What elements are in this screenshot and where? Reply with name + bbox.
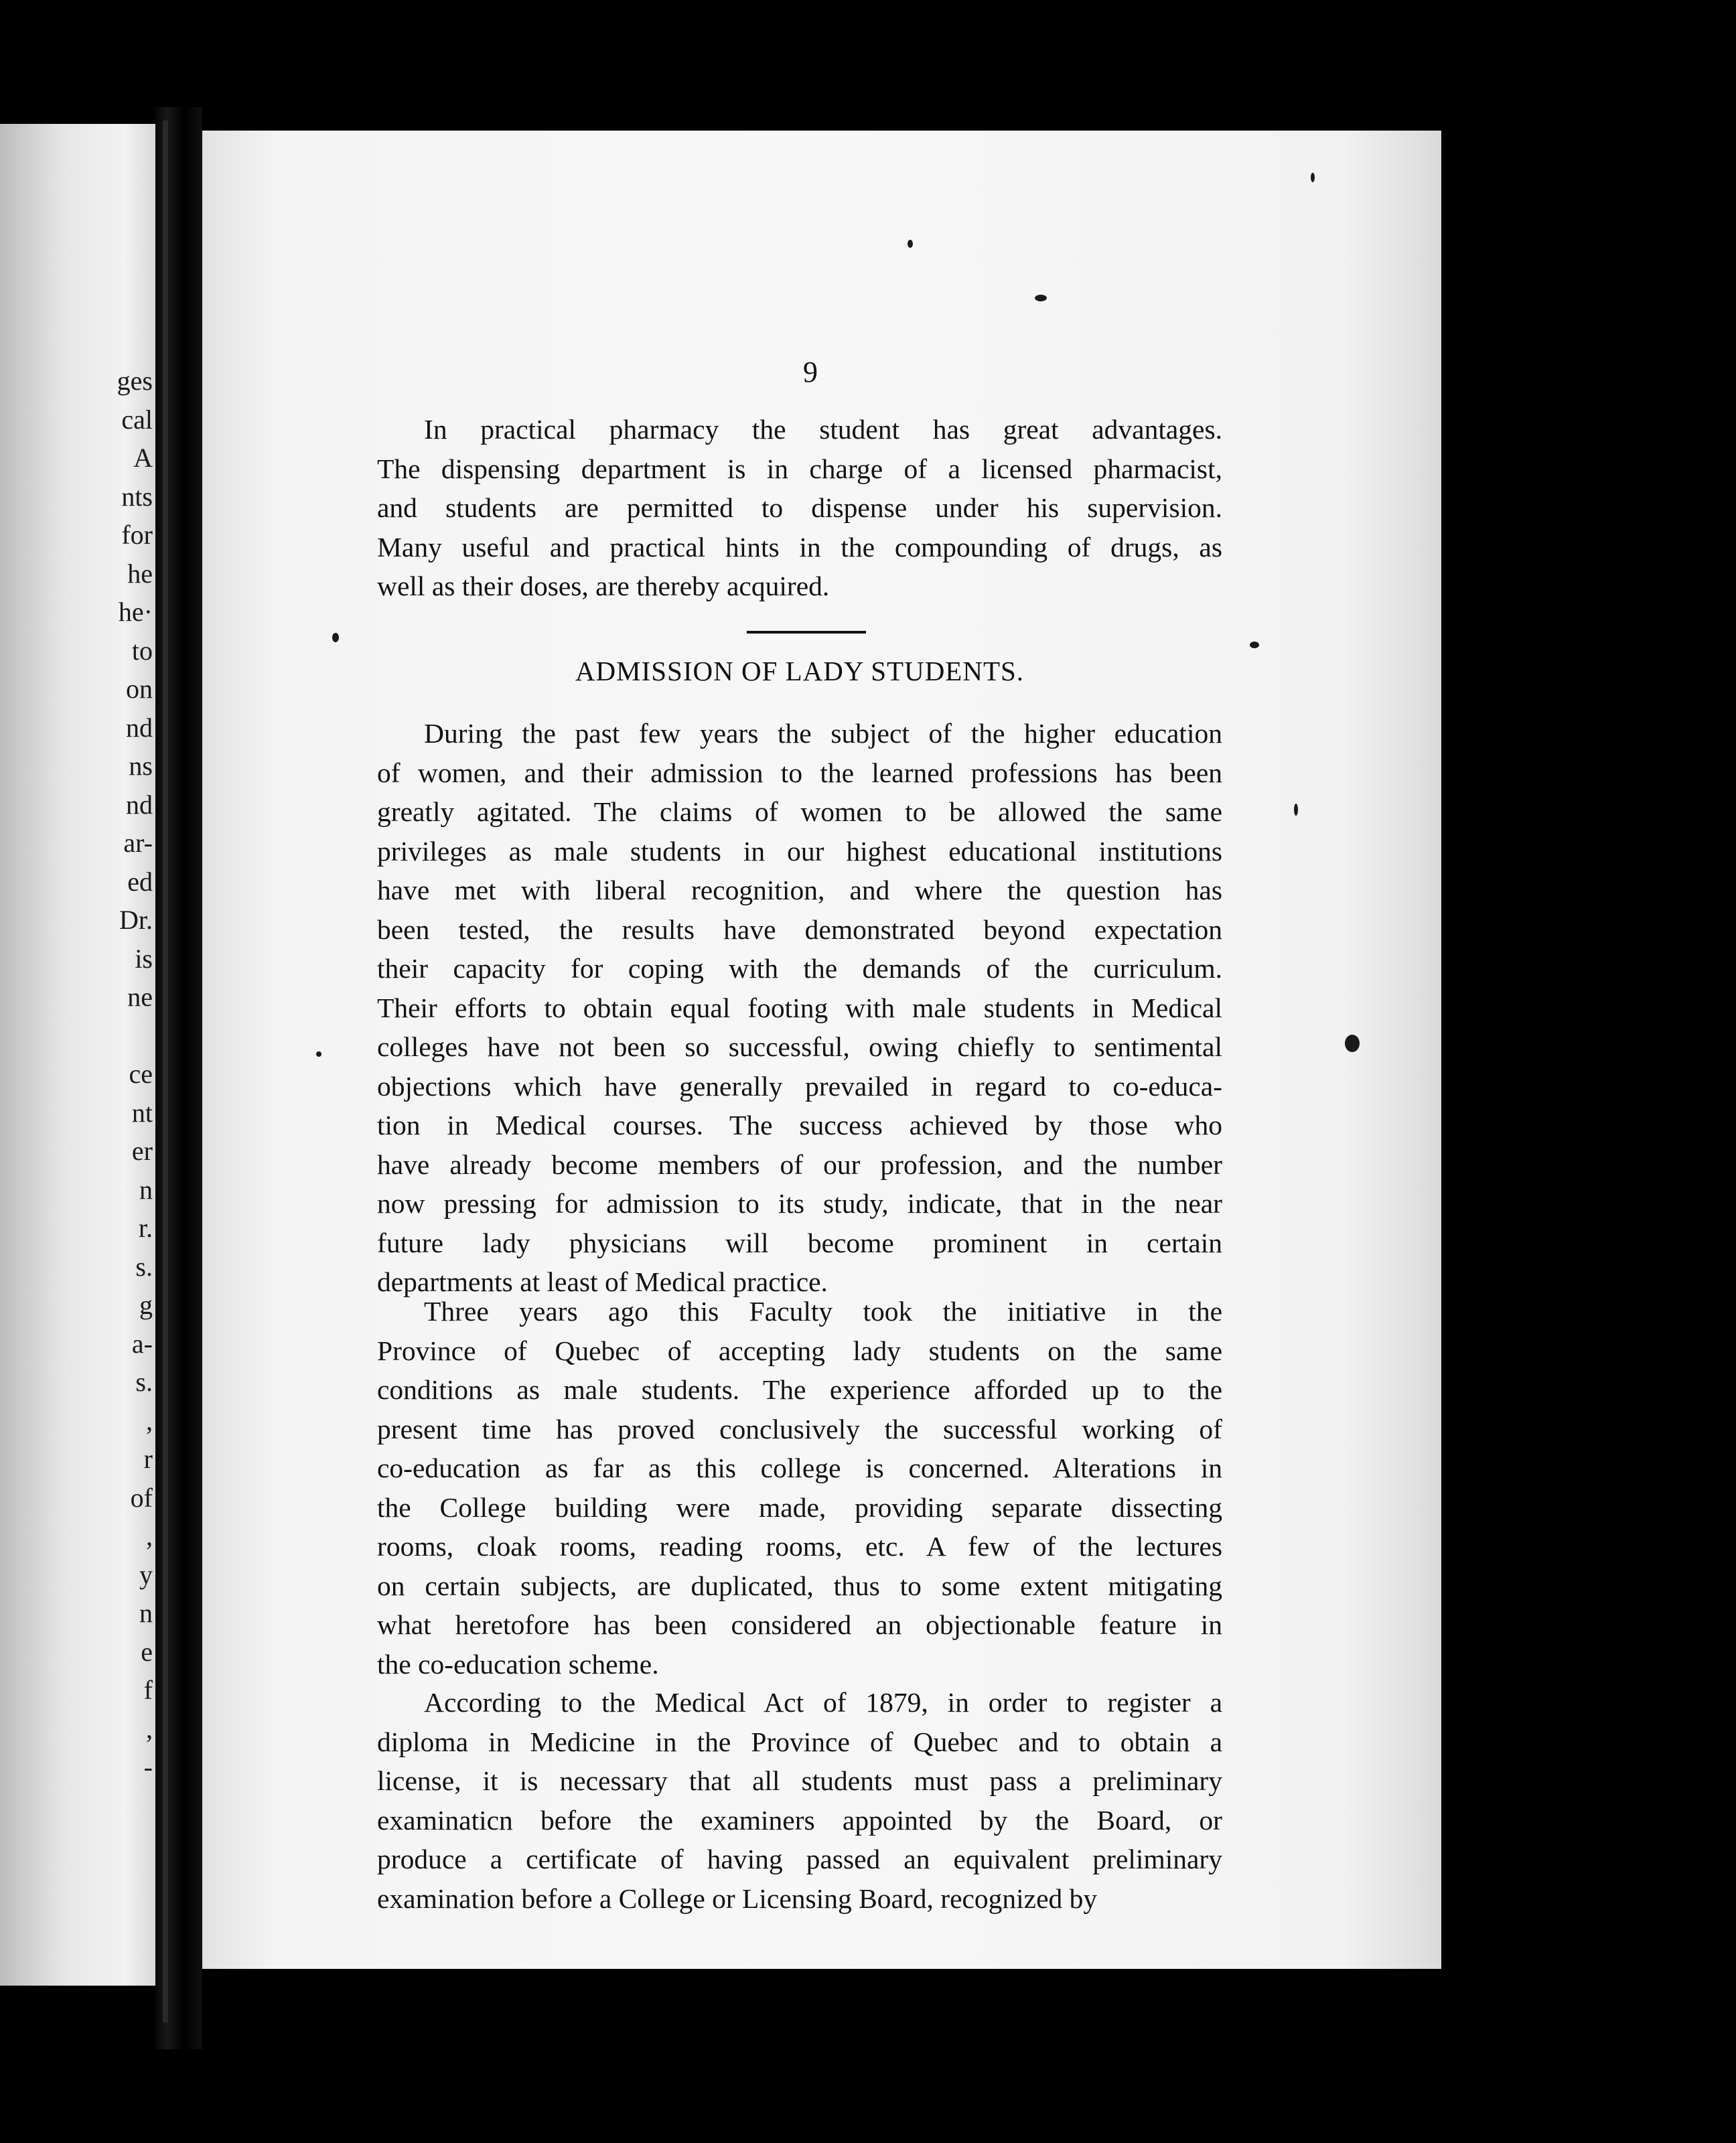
fragment-line: nd bbox=[126, 789, 153, 820]
text-line: co-education as far as this college is concerned. Alterations in bbox=[377, 1453, 1222, 1483]
text-line: now pressing for admission to its study, indicate, that in the near bbox=[377, 1188, 1222, 1219]
previous-page-text-fragments bbox=[117, 362, 153, 1787]
paragraph-medical-act bbox=[377, 1683, 1222, 1918]
scan-speck bbox=[332, 633, 339, 642]
fragment-line: n bbox=[139, 1598, 153, 1628]
fragment-line: s. bbox=[135, 1367, 153, 1397]
fragment-line: nt bbox=[131, 1097, 153, 1128]
fragment-line: - bbox=[143, 1752, 153, 1782]
fragment-line: r bbox=[143, 1444, 153, 1474]
fragment-line: ne bbox=[127, 982, 153, 1012]
fragment-line: r. bbox=[138, 1213, 153, 1243]
text-line: During the past few years the subject of the higher education bbox=[424, 718, 1222, 749]
fragment-line: ns bbox=[129, 751, 153, 781]
section-divider-rule bbox=[747, 631, 866, 634]
text-line: objections which have generally prevailed in regard to co-educa- bbox=[377, 1070, 1222, 1102]
fragment-line: A bbox=[133, 443, 153, 473]
text-line: privileges as male students in our highest educational institutions bbox=[377, 835, 1222, 867]
text-line: greatly agitated. The claims of women to be allowed the same bbox=[377, 796, 1222, 827]
fragment-line: for bbox=[121, 520, 153, 550]
gutter-line bbox=[163, 121, 168, 2022]
fragment-line: Dr. bbox=[119, 905, 153, 935]
fragment-line: nts bbox=[121, 481, 153, 512]
scan-speck bbox=[1311, 173, 1315, 182]
text-line: well as their doses, are thereby acquired. bbox=[377, 571, 830, 601]
fragment-line: g bbox=[139, 1290, 153, 1320]
fragment-line: f bbox=[143, 1675, 153, 1705]
scan-speck bbox=[1294, 804, 1298, 816]
text-line: what heretofore has been considered an objectionable feature in bbox=[377, 1609, 1222, 1640]
fragment-line: on bbox=[126, 674, 153, 704]
fragment-line: e bbox=[141, 1636, 153, 1667]
previous-page-edge bbox=[0, 124, 155, 1986]
text-line: Province of Quebec of accepting lady students on the same bbox=[377, 1335, 1222, 1366]
fragment-line: y bbox=[139, 1559, 153, 1590]
text-line: examination before a College or Licensing Board, recognized by bbox=[377, 1882, 1098, 1914]
section-heading: ADMISSION OF LADY STUDENTS. bbox=[575, 656, 1025, 686]
fragment-line: , bbox=[146, 1405, 153, 1436]
text-line: conditions as male students. The experience afforded up to the bbox=[377, 1374, 1222, 1405]
text-line: and students are permitted to dispense under his supervision. bbox=[377, 492, 1222, 523]
text-line: their capacity for coping with the demands of the curriculum. bbox=[377, 953, 1222, 984]
fragment-line: to bbox=[131, 635, 153, 666]
fragment-line: of bbox=[130, 1482, 153, 1513]
text-line: the co-education scheme. bbox=[377, 1648, 659, 1680]
fragment-line: nd bbox=[126, 712, 153, 743]
text-line: been tested, the results have demonstrated beyond expectation bbox=[377, 913, 1222, 945]
text-line: examinaticn before the examiners appointed by the Board, or bbox=[377, 1804, 1222, 1836]
paragraph-pharmacy bbox=[377, 410, 1222, 606]
fragment-line: , bbox=[146, 1521, 153, 1551]
fragment-line: he· bbox=[118, 597, 153, 627]
text-line: departments at least of Medical practice. bbox=[377, 1266, 828, 1297]
text-line: have met with liberal recognition, and where the question has bbox=[377, 875, 1222, 905]
text-line: produce a certificate of having passed an equivalent preliminary bbox=[377, 1844, 1222, 1874]
fragment-line: ed bbox=[127, 866, 153, 897]
text-line: Many useful and practical hints in the compounding of drugs, as bbox=[377, 531, 1222, 563]
fragment-line bbox=[117, 1017, 153, 1055]
scan-speck bbox=[1345, 1035, 1360, 1052]
text-line: colleges have not been so successful, owing chiefly to sentimental bbox=[377, 1031, 1222, 1062]
text-line: Their efforts to obtain equal footing with male students in Medical bbox=[377, 992, 1222, 1023]
fragment-line: a- bbox=[131, 1328, 153, 1359]
text-line: the College building were made, providing separate dissecting bbox=[377, 1491, 1222, 1523]
paragraph-faculty-initiative bbox=[377, 1292, 1222, 1684]
scan-speck bbox=[1035, 295, 1047, 301]
fragment-line: , bbox=[146, 1713, 153, 1744]
paragraph-lady-students-intro bbox=[377, 714, 1222, 1302]
fragment-line: he bbox=[127, 558, 153, 589]
fragment-line: ce bbox=[129, 1059, 153, 1089]
fragment-line: is bbox=[135, 943, 153, 974]
scan-speck bbox=[1250, 642, 1259, 648]
fragment-line: n bbox=[139, 1174, 153, 1205]
fragment-line: ges bbox=[117, 366, 153, 396]
text-line: future lady physicians will become prominent in certain bbox=[377, 1227, 1222, 1258]
fragment-line: er bbox=[131, 1136, 153, 1166]
text-line: have already become members of our profession, and the number bbox=[377, 1149, 1222, 1180]
page-number: 9 bbox=[803, 356, 818, 388]
fragment-line: ar- bbox=[123, 828, 153, 858]
text-line: In practical pharmacy the student has great advantages. bbox=[424, 414, 1222, 445]
text-line: of women, and their admission to the learned professions has been bbox=[377, 757, 1222, 788]
text-line: According to the Medical Act of 1879, in order to register a bbox=[424, 1687, 1222, 1718]
text-line: rooms, cloak rooms, reading rooms, etc. A few of the lectures bbox=[377, 1531, 1222, 1562]
text-line: on certain subjects, are duplicated, thus to some extent mitigating bbox=[377, 1570, 1222, 1601]
scan-speck bbox=[316, 1051, 321, 1057]
text-line: tion in Medical courses. The success achieved by those who bbox=[377, 1110, 1222, 1140]
text-line: The dispensing department is in charge of a licensed pharmacist, bbox=[377, 453, 1222, 484]
text-line: license, it is necessary that all students must pass a preliminary bbox=[377, 1765, 1222, 1796]
fragment-line: s. bbox=[135, 1251, 153, 1282]
text-line: diploma in Medicine in the Province of Quebec and to obtain a bbox=[377, 1726, 1222, 1757]
fragment-line: cal bbox=[121, 404, 153, 435]
text-line: present time has proved conclusively the successful working of bbox=[377, 1413, 1222, 1445]
text-line: Three years ago this Faculty took the initiative in the bbox=[424, 1296, 1222, 1327]
scan-speck bbox=[908, 240, 913, 248]
